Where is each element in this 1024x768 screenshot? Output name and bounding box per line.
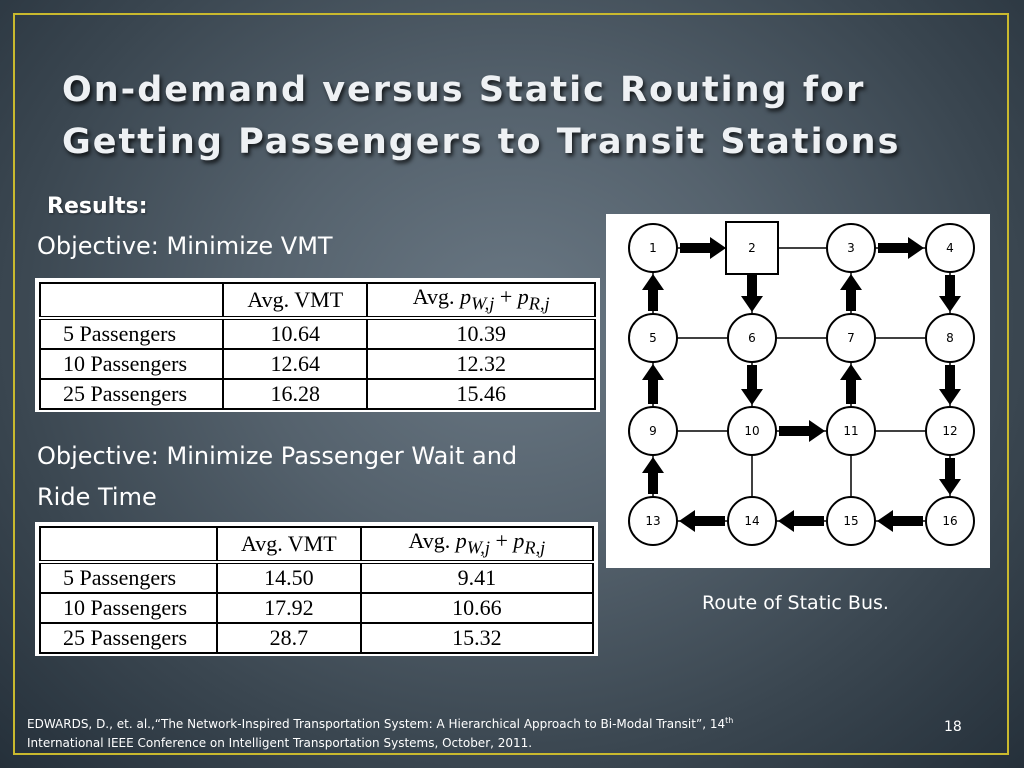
node-9-label: 9	[649, 424, 657, 438]
table-row	[40, 379, 595, 409]
table-row	[40, 623, 593, 653]
table-row	[40, 349, 595, 379]
node-2-label: 2	[748, 241, 756, 255]
header-avg-prefix: Avg.	[408, 528, 456, 553]
node-14-label: 14	[744, 514, 760, 528]
row-label: 5 Passengers	[40, 318, 223, 349]
route-arrow-head	[809, 420, 825, 442]
row-p: 15.32	[361, 623, 593, 653]
route-arrow-head	[642, 274, 664, 290]
route-arrow-head	[908, 237, 924, 259]
table-row	[40, 593, 593, 623]
row-p: 15.46	[367, 379, 595, 409]
route-arrow-head	[939, 296, 961, 312]
header-sub-r: R,j	[524, 537, 546, 558]
row-vmt: 14.50	[217, 562, 361, 593]
route-arrow-head	[939, 389, 961, 405]
results-table-wait-ride	[35, 522, 598, 656]
node-5-label: 5	[649, 331, 657, 345]
route-arrow-head	[741, 389, 763, 405]
node-13-label: 13	[645, 514, 661, 528]
route-arrow-head	[679, 510, 695, 532]
header-plus: +	[489, 528, 514, 553]
route-arrow-head	[642, 364, 664, 380]
table-row	[40, 318, 595, 349]
header-p-w: p	[460, 284, 472, 309]
header-avg-p	[361, 527, 593, 562]
row-vmt: 28.7	[217, 623, 361, 653]
table-header-row	[40, 527, 593, 562]
results-table-vmt	[35, 278, 600, 412]
static-bus-route-diagram	[606, 214, 990, 568]
header-p-r: p	[513, 528, 525, 553]
route-arrow-head	[840, 274, 862, 290]
header-avg-vmt: Avg. VMT	[217, 527, 361, 562]
node-10-label: 10	[744, 424, 760, 438]
route-arrow-head	[710, 237, 726, 259]
citation-text-2: International IEEE Conference on Intelligent Transportation Systems, October, 2011.	[27, 736, 533, 750]
node-12-label: 12	[942, 424, 958, 438]
row-vmt: 16.28	[223, 379, 367, 409]
row-p: 9.41	[361, 562, 593, 593]
row-label: 10 Passengers	[40, 593, 217, 623]
route-arrow-head	[642, 457, 664, 473]
route-graph-svg	[606, 214, 990, 568]
header-p-w: p	[455, 528, 467, 553]
row-vmt: 17.92	[217, 593, 361, 623]
header-sub-r: R,j	[528, 293, 550, 314]
table-row	[40, 562, 593, 593]
node-16-label: 16	[942, 514, 958, 528]
row-p: 10.66	[361, 593, 593, 623]
header-empty-cell	[40, 527, 217, 562]
header-sub-w: W,j	[466, 537, 490, 558]
header-avg-vmt: Avg. VMT	[223, 283, 367, 318]
citation-superscript: th	[725, 716, 734, 725]
row-label: 10 Passengers	[40, 349, 223, 379]
page-number: 18	[944, 719, 962, 735]
header-p-r: p	[517, 284, 529, 309]
diagram-caption: Route of Static Bus.	[702, 592, 889, 614]
node-8-label: 8	[946, 331, 954, 345]
row-p: 10.39	[367, 318, 595, 349]
citation-text-1: EDWARDS, D., et. al.,“The Network-Inspired Transportation System: A Hierarchical Approach to Bi-Modal Transit”, 14	[27, 717, 726, 731]
table-header-row	[40, 283, 595, 318]
node-15-label: 15	[843, 514, 859, 528]
grid-edges	[653, 248, 950, 521]
header-empty-cell	[40, 283, 223, 318]
row-label: 25 Passengers	[40, 379, 223, 409]
route-arrow-head	[778, 510, 794, 532]
header-avg-p	[367, 283, 595, 318]
node-7-label: 7	[847, 331, 855, 345]
header-sub-w: W,j	[471, 293, 495, 314]
row-p: 12.32	[367, 349, 595, 379]
header-avg-prefix: Avg.	[412, 284, 461, 309]
node-3-label: 3	[847, 241, 855, 255]
route-arrow-head	[741, 296, 763, 312]
row-vmt: 12.64	[223, 349, 367, 379]
route-arrow-head	[840, 364, 862, 380]
route-arrow-head	[877, 510, 893, 532]
row-label: 5 Passengers	[40, 562, 217, 593]
header-plus: +	[494, 284, 518, 309]
node-11-label: 11	[843, 424, 859, 438]
slide-title: On-demand versus Static Routing for Getting Passengers to Transit Stations	[62, 70, 901, 162]
node-4-label: 4	[946, 241, 954, 255]
row-vmt: 10.64	[223, 318, 367, 349]
objective-vmt-label: Objective: Minimize VMT	[37, 232, 333, 260]
node-6-label: 6	[748, 331, 756, 345]
graph-nodes	[629, 222, 974, 545]
node-1-label: 1	[649, 241, 657, 255]
objective-wait-ride-label: Objective: Minimize Passenger Wait and Ride Time	[37, 442, 518, 511]
route-arrows	[642, 237, 961, 532]
row-label: 25 Passengers	[40, 623, 217, 653]
citation-footer	[27, 711, 767, 753]
route-arrow-head	[939, 479, 961, 495]
results-heading: Results:	[47, 194, 148, 219]
